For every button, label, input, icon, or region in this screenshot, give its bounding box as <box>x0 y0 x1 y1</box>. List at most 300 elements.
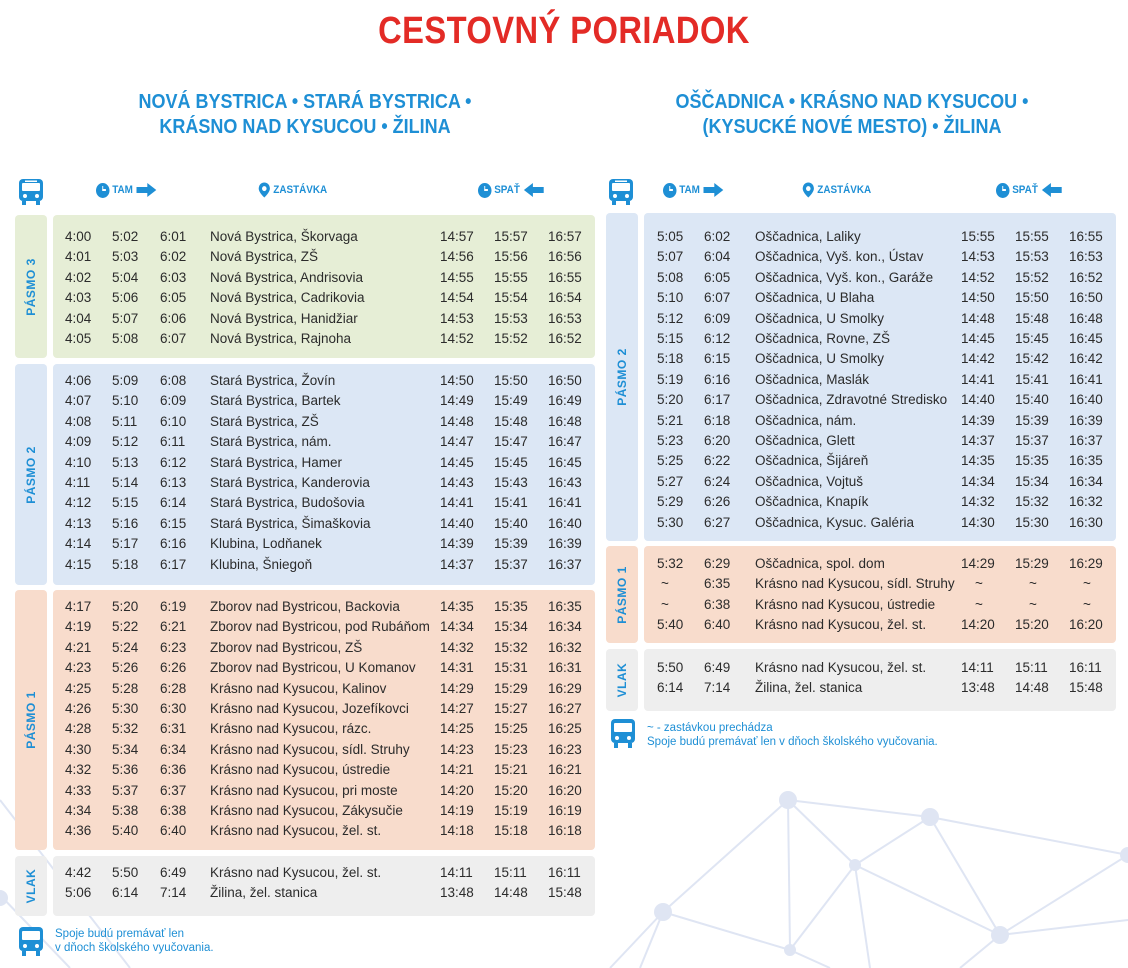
zone-label-text: PÁSMO 1 <box>24 691 38 749</box>
departure-time-spat: 14:49 <box>440 393 474 409</box>
timetable-row <box>53 412 595 432</box>
zone-band <box>606 649 1116 711</box>
timetable-row <box>644 268 1116 288</box>
timetable-row <box>644 370 1116 390</box>
timetable-row <box>53 821 595 841</box>
stop-name: Nová Bystrica, Hanidžiar <box>210 310 358 326</box>
departure-time-spat: 15:55 <box>1015 229 1049 244</box>
departure-time-spat: 15:37 <box>1015 433 1049 448</box>
departure-time-spat: 14:35 <box>440 599 474 614</box>
zone-label <box>15 215 47 358</box>
departure-time-tam: 5:32 <box>657 556 684 571</box>
departure-time-spat: 14:41 <box>440 495 474 511</box>
stop-name: Krásno nad Kysucou, sídl. Struhy <box>755 576 955 592</box>
departure-time-tam: 4:05 <box>65 331 92 346</box>
departure-time-spat: 14:34 <box>440 619 474 635</box>
departure-time-tam: 4:12 <box>65 495 92 511</box>
departure-time-tam: 5:16 <box>112 515 139 531</box>
departure-time-spat: 16:27 <box>548 701 582 716</box>
departure-time-spat: 15:41 <box>494 495 528 511</box>
stop-name: Oščadnica, Vojtuš <box>755 473 864 489</box>
departure-time-spat: 15:55 <box>494 269 528 285</box>
departure-time-spat: 14:45 <box>961 331 995 346</box>
stop-name: Klubina, Šniegoň <box>210 556 313 572</box>
departure-time-spat: 15:20 <box>494 782 528 798</box>
departure-time-spat: 15:48 <box>1069 680 1103 696</box>
route-title-line: (KYSUCKÉ NOVÉ MESTO) • ŽILINA <box>702 116 1002 138</box>
departure-time-spat: 14:30 <box>961 514 995 530</box>
departure-time-spat: 14:48 <box>1015 680 1049 696</box>
route-title-left <box>49 90 562 140</box>
stop-name: Oščadnica, Laliky <box>755 229 861 244</box>
departure-time-tam: 4:32 <box>65 762 92 778</box>
stop-name: Zborov nad Bystricou, pod Rubáňom <box>210 619 430 635</box>
departure-time-spat: 15:54 <box>494 290 528 306</box>
departure-time-tam: 6:29 <box>704 556 731 571</box>
stop-name: Oščadnica, nám. <box>755 412 857 428</box>
departure-time-spat: 14:50 <box>961 290 995 306</box>
departure-time-spat: 15:30 <box>1015 514 1049 530</box>
departure-time-spat: 15:42 <box>1015 351 1049 367</box>
departure-time-spat: 14:53 <box>961 249 995 265</box>
departure-time-tam: 5:07 <box>112 310 139 326</box>
departure-time-tam: 5:08 <box>112 331 139 346</box>
departure-time-spat: 15:23 <box>494 741 528 757</box>
departure-time-tam: 5:25 <box>657 453 684 469</box>
header-spat <box>996 182 1062 198</box>
stop-name: Stará Bystrica, Šimaškovia <box>210 515 371 531</box>
timetable-row <box>644 658 1116 678</box>
departure-time-tam: 5:30 <box>657 514 684 530</box>
departure-time-spat: 16:29 <box>1069 556 1103 571</box>
departure-time-tam: 6:11 <box>160 434 186 450</box>
departure-time-tam: 6:13 <box>160 475 187 490</box>
departure-time-tam: 5:06 <box>65 885 92 901</box>
stop-name: Nová Bystrica, ZŠ <box>210 249 319 265</box>
departure-time-spat: 16:20 <box>1069 617 1103 633</box>
departure-time-spat: 16:55 <box>548 269 582 285</box>
departure-time-spat: 16:47 <box>548 434 582 450</box>
departure-time-spat: 14:50 <box>440 373 474 388</box>
zone-label-text: PÁSMO 2 <box>615 348 629 406</box>
departure-time-spat: 15:29 <box>494 680 528 696</box>
departure-time-spat: 14:31 <box>440 660 474 676</box>
timetable-row <box>644 329 1116 349</box>
departure-time-spat: 14:18 <box>440 823 474 839</box>
departure-time-spat: 16:54 <box>548 290 582 306</box>
departure-time-tam: 5:17 <box>112 536 139 552</box>
timetable-row <box>53 432 595 452</box>
departure-time-tam: 4:03 <box>65 290 92 306</box>
stop-name: Nová Bystrica, Škorvaga <box>210 229 358 244</box>
timetable-row <box>53 268 595 288</box>
departure-time-spat: 15:40 <box>494 515 528 531</box>
departure-time-tam: 4:11 <box>65 475 91 490</box>
departure-time-tam: 6:02 <box>704 229 731 244</box>
departure-time-tam: 5:21 <box>657 412 684 428</box>
departure-time-spat: 16:34 <box>1069 473 1103 489</box>
departure-time-spat: 16:52 <box>548 331 582 346</box>
zone-band <box>606 546 1116 643</box>
departure-time-tam: 5:29 <box>657 494 684 510</box>
departure-time-spat: 14:48 <box>961 310 995 326</box>
zone-rows <box>53 215 595 358</box>
note-line: Spoje budú premávať len v dňoch školského vyučovania. <box>647 736 938 748</box>
departure-time-tam: 5:36 <box>112 762 139 778</box>
location-pin-icon <box>258 182 271 198</box>
departure-time-tam: 4:09 <box>65 434 92 450</box>
departure-time-spat: 15:11 <box>1015 660 1048 675</box>
departure-time-spat: 14:54 <box>440 290 474 306</box>
departure-time-tam: 4:02 <box>65 269 92 285</box>
timetable-row <box>644 411 1116 431</box>
timetable-row <box>644 554 1116 574</box>
departure-time-spat: 14:29 <box>961 556 995 571</box>
timetable-row <box>53 288 595 308</box>
departure-time-tam: 6:20 <box>704 433 731 448</box>
timetable-row <box>53 719 595 739</box>
zone-rows <box>644 213 1116 541</box>
departure-time-tam: 4:42 <box>65 865 92 880</box>
departure-time-spat: 16:48 <box>1069 310 1103 326</box>
departure-time-spat: 16:53 <box>548 310 582 326</box>
departure-time-spat: 14:45 <box>440 454 474 470</box>
stop-name: Stará Bystrica, Bartek <box>210 393 341 409</box>
departure-time-spat: 16:31 <box>548 660 582 676</box>
departure-time-tam: 6:08 <box>160 373 187 388</box>
departure-time-spat: 15:45 <box>494 454 528 470</box>
zone-label <box>606 546 638 643</box>
departure-time-spat: 15:52 <box>1015 269 1049 285</box>
departure-time-spat: 15:29 <box>1015 556 1049 571</box>
departure-time-tam: 6:26 <box>160 660 187 676</box>
departure-time-tam: 5:32 <box>112 721 139 737</box>
departure-time-spat: 15:40 <box>1015 392 1049 408</box>
departure-time-spat: 15:34 <box>1015 473 1049 489</box>
departure-time-spat: 15:19 <box>494 803 528 818</box>
departure-time-tam: 4:21 <box>65 639 92 655</box>
departure-time-spat: 16:56 <box>548 249 582 265</box>
departure-time-spat: 14:47 <box>440 434 474 450</box>
departure-time-tam: ~ <box>661 596 669 612</box>
departure-time-tam: 4:30 <box>65 741 92 757</box>
clock-icon <box>478 183 492 198</box>
stop-name: Krásno nad Kysucou, žel. st. <box>755 660 927 675</box>
departure-time-tam: 4:04 <box>65 310 92 326</box>
timetable-row <box>644 472 1116 492</box>
departure-time-spat: 14:20 <box>440 782 474 798</box>
departure-time-tam: 5:40 <box>112 823 139 839</box>
timetable-row <box>644 595 1116 615</box>
departure-time-tam: 4:06 <box>65 373 92 388</box>
zone-band <box>15 590 595 850</box>
departure-time-spat: 16:25 <box>548 721 582 737</box>
departure-time-spat: 14:48 <box>440 413 474 429</box>
stop-name: Krásno nad Kysucou, Zákysučie <box>210 803 403 818</box>
departure-time-tam: 6:10 <box>160 413 187 429</box>
departure-time-tam: 5:27 <box>657 473 684 489</box>
departure-time-tam: 5:50 <box>112 865 139 880</box>
departure-time-spat: 15:48 <box>494 413 528 429</box>
departure-time-spat: 14:11 <box>961 660 994 675</box>
departure-time-spat: 16:35 <box>1069 453 1103 469</box>
timetable-row <box>53 679 595 699</box>
stop-name: Oščadnica, Glett <box>755 433 855 448</box>
departure-time-spat: 14:57 <box>440 229 474 244</box>
departure-time-tam: 6:34 <box>160 741 187 757</box>
departure-time-tam: 6:24 <box>704 473 731 489</box>
timetable-row <box>53 740 595 760</box>
stop-name: Žilina, žel. stanica <box>755 680 863 696</box>
header-tam <box>96 182 157 198</box>
departure-time-spat: 15:31 <box>494 660 528 676</box>
departure-time-spat: 16:43 <box>548 475 582 490</box>
departure-time-spat: 15:25 <box>494 721 528 737</box>
departure-time-spat: 14:21 <box>440 762 474 778</box>
departure-time-spat: 16:30 <box>1069 514 1103 530</box>
departure-time-tam: 5:12 <box>657 310 684 326</box>
zone-label-text: PÁSMO 1 <box>615 565 629 624</box>
timetable-row <box>644 513 1116 533</box>
timetable-row <box>53 473 595 493</box>
timetable-row <box>644 349 1116 369</box>
timetable-row <box>53 534 595 554</box>
stop-name: Oščadnica, Zdravotné Stredisko <box>755 392 948 408</box>
departure-time-spat: 14:56 <box>440 249 474 265</box>
departure-time-tam: 6:09 <box>160 393 187 409</box>
departure-time-spat: 16:41 <box>1069 371 1103 387</box>
arrow-right-icon <box>136 182 158 198</box>
departure-time-spat: 14:23 <box>440 741 474 757</box>
timetable-row <box>53 329 595 349</box>
departure-time-spat: 14:43 <box>440 475 474 490</box>
route-title-line: KRÁSNO NAD KYSUCOU • ŽILINA <box>159 116 451 138</box>
departure-time-tam: 4:13 <box>65 515 92 531</box>
departure-time-spat: 16:37 <box>548 556 582 572</box>
departure-time-tam: 6:31 <box>160 721 187 737</box>
stop-name: Krásno nad Kysucou, žel. st. <box>210 865 382 880</box>
departure-time-spat: ~ <box>1029 576 1037 592</box>
stop-name: Krásno nad Kysucou, žel. st. <box>755 617 927 633</box>
location-pin-icon <box>802 182 815 198</box>
departure-time-tam: 6:05 <box>160 290 187 306</box>
departure-time-spat: 15:39 <box>1015 412 1049 428</box>
stop-name: Stará Bystrica, nám. <box>210 434 332 450</box>
header-zastavka-label: ZASTÁVKA <box>273 184 328 196</box>
departure-time-tam: 6:17 <box>160 556 187 572</box>
stop-name: Oščadnica, Knapík <box>755 494 869 510</box>
departure-time-spat: 14:37 <box>440 556 474 572</box>
departure-time-spat: 16:41 <box>548 495 582 511</box>
departure-time-spat: 15:39 <box>494 536 528 552</box>
timetable-row <box>644 492 1116 512</box>
zone-label-text: VLAK <box>615 662 629 698</box>
departure-time-tam: 5:40 <box>657 617 684 633</box>
departure-time-spat: 14:29 <box>440 680 474 696</box>
departure-time-spat: 14:35 <box>961 453 995 469</box>
timetable-row <box>644 574 1116 594</box>
departure-time-tam: 4:36 <box>65 823 92 839</box>
departure-time-spat: 14:11 <box>440 865 473 880</box>
departure-time-tam: 4:00 <box>65 229 92 244</box>
departure-time-tam: 5:03 <box>112 249 139 265</box>
zone-rows <box>644 546 1116 643</box>
stop-name: Klubina, Lodňanek <box>210 536 322 552</box>
departure-time-tam: 5:37 <box>112 782 139 798</box>
departure-time-tam: 6:38 <box>160 803 187 818</box>
departure-time-spat: 15:35 <box>1015 453 1049 469</box>
departure-time-spat: 14:27 <box>440 701 474 716</box>
departure-time-tam: 6:49 <box>704 660 731 675</box>
timetable-row <box>53 658 595 678</box>
bus-icon <box>608 718 638 750</box>
departure-time-spat: 14:40 <box>961 392 995 408</box>
timetable-row <box>644 678 1116 698</box>
departure-time-spat: 16:50 <box>1069 290 1103 306</box>
route-title-right <box>609 90 1095 140</box>
timetable-row <box>53 699 595 719</box>
timetable-row <box>53 863 595 883</box>
departure-time-tam: 6:38 <box>704 596 731 612</box>
note-line: Spoje budú premávať len <box>55 928 184 940</box>
departure-time-tam: 5:28 <box>112 680 139 696</box>
departure-time-tam: 6:07 <box>704 290 731 306</box>
departure-time-tam: 6:28 <box>160 680 187 696</box>
departure-time-tam: 4:10 <box>65 454 92 470</box>
timetable-row <box>644 247 1116 267</box>
departure-time-tam: 5:20 <box>112 599 139 614</box>
zone-label <box>606 213 638 541</box>
departure-time-spat: 14:34 <box>961 473 995 489</box>
departure-time-spat: 15:32 <box>494 639 528 655</box>
stop-name: Krásno nad Kysucou, ústredie <box>210 762 391 778</box>
departure-time-spat: 14:20 <box>961 617 995 633</box>
timetable-row <box>644 288 1116 308</box>
departure-time-tam: 5:11 <box>112 413 138 429</box>
zone-label <box>606 649 638 711</box>
departure-time-tam: 6:09 <box>704 310 731 326</box>
stop-name: Krásno nad Kysucou, ústredie <box>755 596 936 612</box>
timetable-row <box>53 617 595 637</box>
departure-time-spat: 14:39 <box>440 536 474 552</box>
stop-name: Stará Bystrica, ZŠ <box>210 413 319 429</box>
bus-icon <box>16 177 46 207</box>
stop-name: Oščadnica, U Smolky <box>755 351 885 367</box>
departure-time-spat: 16:29 <box>548 680 582 696</box>
departure-time-spat: 15:50 <box>494 373 528 388</box>
departure-time-tam: 6:06 <box>160 310 187 326</box>
departure-time-tam: 6:02 <box>160 249 187 265</box>
page-title: CESTOVNÝ PORIADOK <box>378 10 750 52</box>
zone-label <box>15 590 47 850</box>
departure-time-spat: 16:11 <box>548 865 581 880</box>
departure-time-tam: 6:23 <box>160 639 187 655</box>
departure-time-tam: 4:17 <box>65 599 92 614</box>
departure-time-spat: 15:52 <box>494 331 528 346</box>
header-spat <box>478 182 544 198</box>
timetable-row <box>53 247 595 267</box>
departure-time-spat: 14:40 <box>440 515 474 531</box>
departure-time-tam: 4:26 <box>65 701 92 716</box>
departure-time-spat: 14:19 <box>440 803 474 818</box>
departure-time-spat: ~ <box>975 576 983 592</box>
departure-time-spat: 16:57 <box>548 229 582 244</box>
departure-time-tam: 5:50 <box>657 660 684 675</box>
departure-time-tam: 4:25 <box>65 680 92 696</box>
stop-name: Stará Bystrica, Hamer <box>210 454 343 470</box>
departure-time-tam: 6:12 <box>160 454 187 470</box>
departure-time-spat: 16:52 <box>1069 269 1103 285</box>
departure-time-spat: 15:49 <box>494 393 528 409</box>
departure-time-spat: 16:42 <box>1069 351 1103 367</box>
header-spat-label: SPAŤ <box>494 184 520 196</box>
zone-band <box>15 856 595 916</box>
departure-time-tam: 4:08 <box>65 413 92 429</box>
timetable-row <box>53 760 595 780</box>
departure-time-tam: 5:10 <box>112 393 139 409</box>
stop-name: Oščadnica, Šijáreň <box>755 453 869 469</box>
timetable-row <box>53 801 595 821</box>
departure-time-spat: 16:50 <box>548 373 582 388</box>
departure-time-tam: 5:24 <box>112 639 139 655</box>
column-header-left <box>16 180 594 204</box>
stop-name: Oščadnica, Maslák <box>755 371 870 387</box>
departure-time-spat: 16:11 <box>1069 660 1102 675</box>
departure-time-tam: 5:26 <box>112 660 139 676</box>
departure-time-spat: 14:48 <box>494 885 528 901</box>
clock-icon <box>663 183 677 198</box>
departure-time-spat: 15:43 <box>494 475 528 490</box>
departure-time-spat: 16:20 <box>548 782 582 798</box>
departure-time-spat: 14:52 <box>440 331 474 346</box>
column-header-right <box>606 180 1116 204</box>
departure-time-spat: ~ <box>1083 596 1091 612</box>
header-tam-label: TAM <box>112 184 133 196</box>
timetable-row <box>644 615 1116 635</box>
stop-name: Stará Bystrica, Budošovia <box>210 495 365 511</box>
timetable-row <box>644 451 1116 471</box>
departure-time-tam: 5:13 <box>112 454 139 470</box>
departure-time-tam: 5:12 <box>112 434 139 450</box>
zone-label-text: VLAK <box>24 868 38 904</box>
stop-name: Oščadnica, U Blaha <box>755 290 875 306</box>
departure-time-tam: 4:23 <box>65 660 92 676</box>
departure-time-tam: 4:07 <box>65 393 92 409</box>
departure-time-tam: 6:36 <box>160 762 187 778</box>
timetable-row <box>53 391 595 411</box>
stop-name: Zborov nad Bystricou, ZŠ <box>210 639 363 655</box>
zone-rows <box>53 364 595 585</box>
departure-time-tam: 6:14 <box>657 680 684 696</box>
departure-time-tam: 4:33 <box>65 782 92 798</box>
departure-time-tam: 6:15 <box>704 351 731 367</box>
departure-time-spat: 15:57 <box>494 229 528 244</box>
stop-name: Krásno nad Kysucou, pri moste <box>210 782 398 798</box>
departure-time-tam: 6:07 <box>160 331 187 346</box>
stop-name: Oščadnica, Vyš. kon., Garáže <box>755 269 934 285</box>
departure-time-tam: 5:02 <box>112 229 139 244</box>
departure-time-spat: 16:40 <box>548 515 582 531</box>
timetable-row <box>644 227 1116 247</box>
departure-time-tam: 4:19 <box>65 619 92 635</box>
arrow-left-icon <box>1041 182 1063 198</box>
timetable-row <box>53 309 595 329</box>
departure-time-spat: 15:47 <box>494 434 528 450</box>
departure-time-tam: 5:18 <box>657 351 684 367</box>
departure-time-spat: 16:39 <box>548 536 582 552</box>
departure-time-tam: 6:01 <box>160 229 187 244</box>
departure-time-tam: 5:07 <box>657 249 684 265</box>
